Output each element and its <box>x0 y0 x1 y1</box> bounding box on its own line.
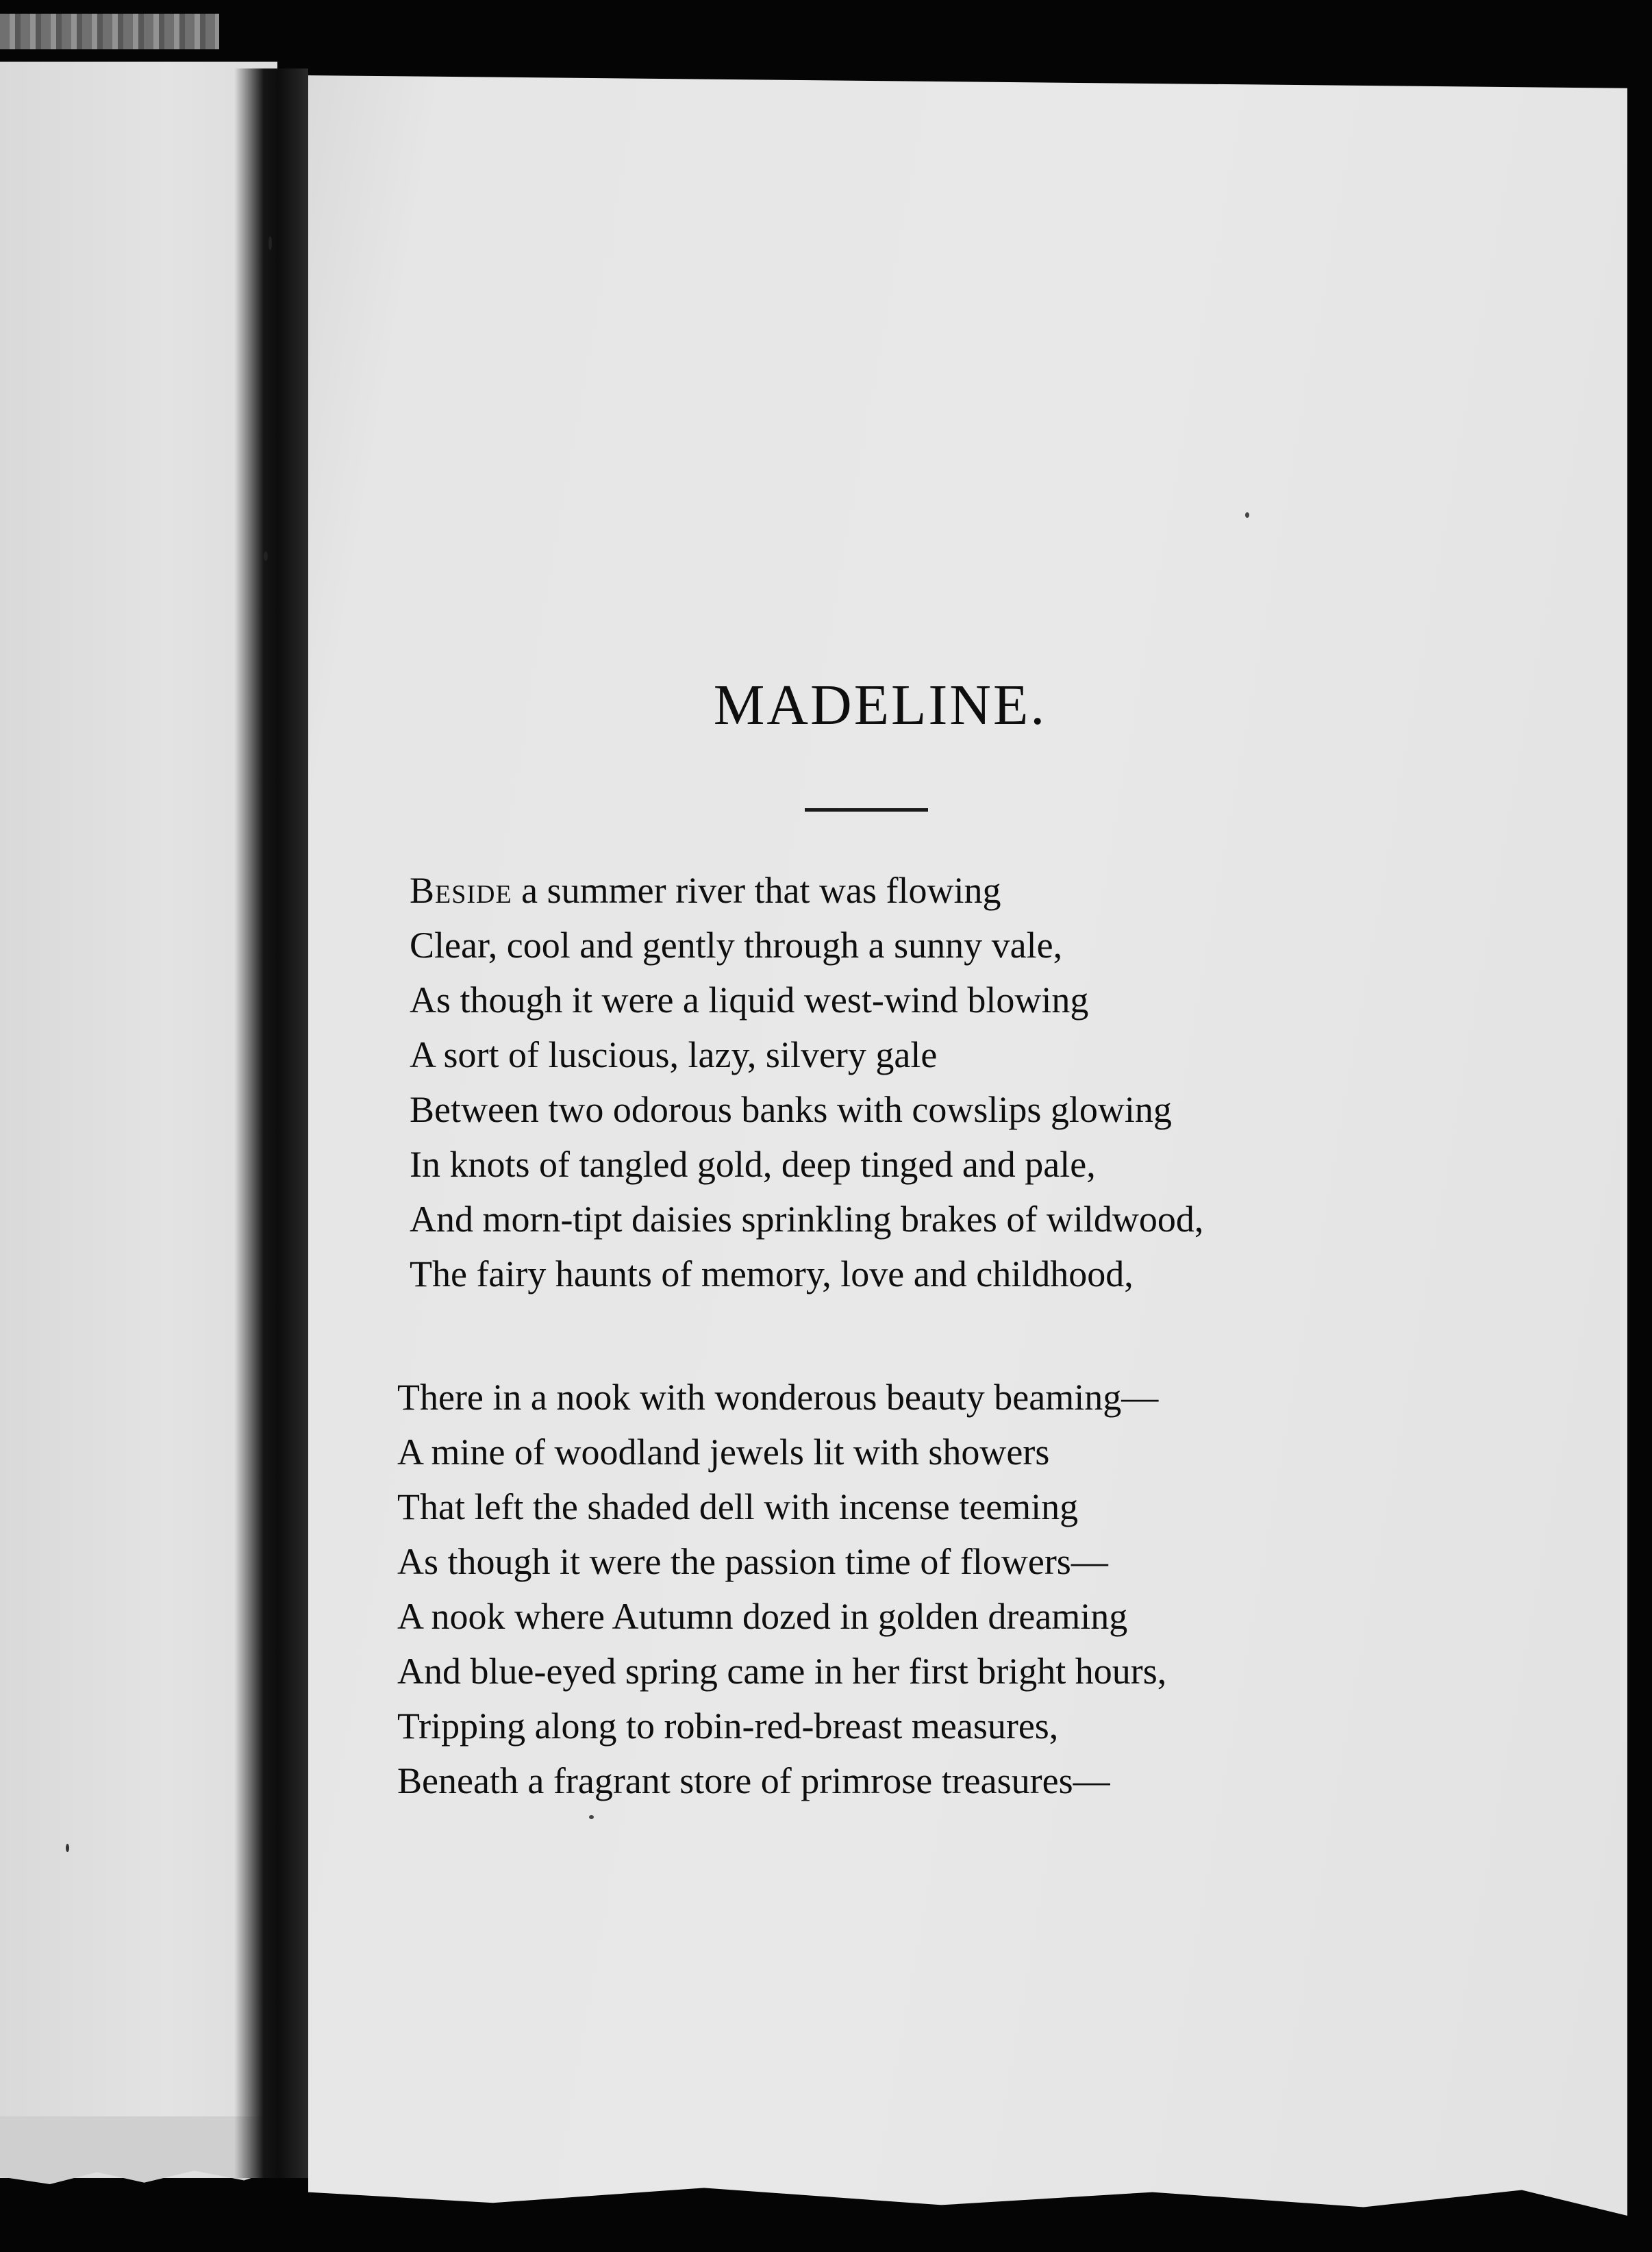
stanza-2 <box>397 1370 1166 1808</box>
drop-word: Beside <box>410 870 512 911</box>
poem-line: There in a nook with wonderous beauty beaming— <box>397 1377 1159 1418</box>
poem-line <box>410 863 1203 918</box>
poem-line: A nook where Autumn dozed in golden dreaming <box>397 1596 1128 1637</box>
title-rule <box>805 808 928 812</box>
poem-line: The fairy haunts of memory, love and childhood, <box>410 1253 1134 1294</box>
poem-line: Between two odorous banks with cowslips glowing <box>410 1089 1172 1130</box>
poem-line: A mine of woodland jewels lit with showers <box>397 1431 1050 1473</box>
poem-line: As though it were the passion time of flowers— <box>397 1541 1108 1582</box>
dust-speck <box>589 1815 594 1819</box>
left-page-top-edge <box>0 14 219 49</box>
dust-speck <box>268 236 272 250</box>
poem-line: And morn-tipt daisies sprinkling brakes of wildwood, <box>410 1199 1204 1240</box>
book-gutter <box>234 68 308 2178</box>
dust-speck <box>264 551 268 561</box>
dust-speck <box>66 1844 69 1852</box>
stanza-1 <box>410 863 1203 1301</box>
poem-line: That left the shaded dell with incense teeming <box>397 1486 1079 1527</box>
poem-title: MADELINE. <box>713 673 1047 737</box>
poem-line: As though it were a liquid west-wind blowing <box>410 979 1089 1021</box>
poem-line: In knots of tangled gold, deep tinged and pale, <box>410 1144 1096 1185</box>
poem-line: A sort of luscious, lazy, silvery gale <box>410 1034 938 1075</box>
dust-speck <box>1245 512 1249 518</box>
poem-line: Beneath a fragrant store of primrose treasures— <box>397 1760 1110 1801</box>
poem-line: Clear, cool and gently through a sunny vale, <box>410 925 1063 966</box>
poem-line: And blue-eyed spring came in her first bright hours, <box>397 1651 1167 1692</box>
poem-line: Tripping along to robin-red-breast measures, <box>397 1705 1059 1747</box>
line-text: a summer river that was flowing <box>512 870 1001 911</box>
